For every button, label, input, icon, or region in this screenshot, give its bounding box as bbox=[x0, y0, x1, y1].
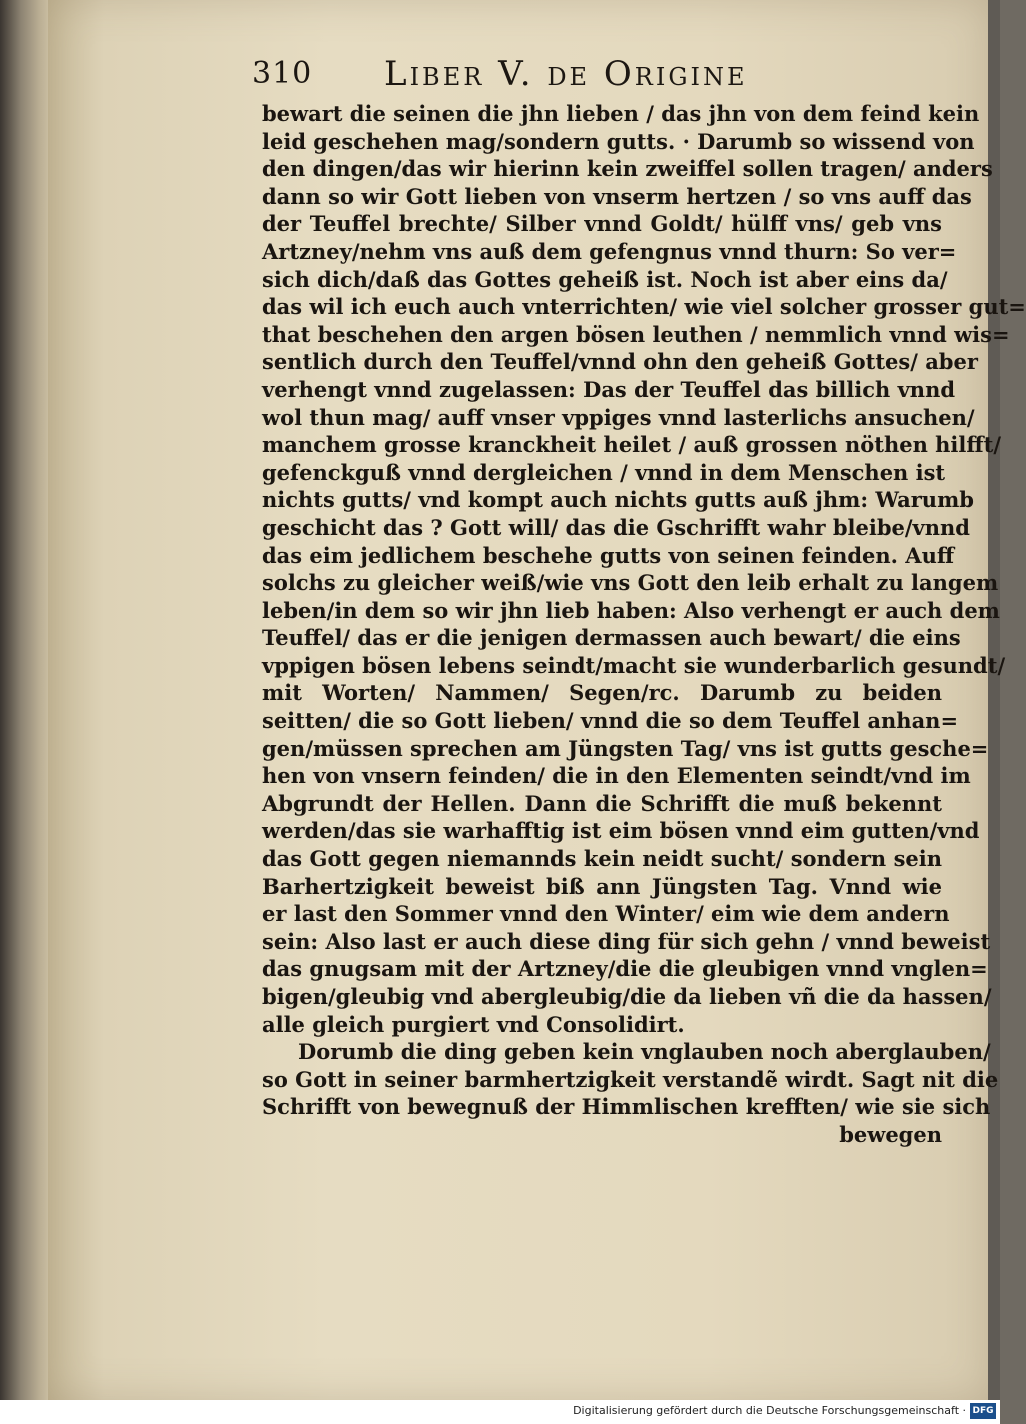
text-line: leid geschehen mag/sondern gutts. · Darumb so wissend von bbox=[262, 128, 975, 154]
text-line: Artzney/nehm vns auß dem gefengnus vnnd thurn: So ver= bbox=[262, 238, 957, 264]
text-line: dann so wir Gott lieben von vnserm hertzen / so vns auff das bbox=[262, 183, 972, 209]
text-line: alle gleich purgiert vnd Consolidirt. bbox=[262, 1011, 685, 1037]
running-head-title: Liber V. de Origine bbox=[384, 54, 748, 94]
body-text bbox=[262, 100, 1026, 1149]
text-line: das gnugsam mit der Artzney/die die gleubigen vnnd vnglen= bbox=[262, 956, 988, 982]
text-line: bigen/gleubig vnd abergleubig/die da lieben vñ die da hassen/ bbox=[262, 984, 992, 1009]
text-line: Dorumb die ding geben kein vnglauben noch aberglauben/ bbox=[298, 1039, 991, 1065]
text-line: sich dich/daß das Gottes geheiß ist. Noch ist aber eins da/ bbox=[262, 266, 948, 292]
paragraph-1 bbox=[262, 100, 1026, 1038]
text-line: bewart die seinen die jhn lieben / das jhn von dem feind kein bbox=[262, 101, 980, 126]
running-head bbox=[252, 50, 872, 94]
footer-bar bbox=[0, 1400, 1000, 1424]
text-line: hen von vnsern feinden/ die in den Elementen seindt/vnd im bbox=[262, 763, 971, 789]
text-line: that beschehen den argen bösen leuthen / nemmlich vnnd wis= bbox=[262, 321, 1010, 347]
funding-credit: Digitalisierung gefördert durch die Deutsche Forschungsgemeinschaft · bbox=[573, 1404, 966, 1417]
book-gutter bbox=[0, 0, 52, 1400]
text-line: sentlich durch den Teuffel/vnnd ohn den geheiß Gottes/ aber bbox=[262, 349, 978, 375]
dfg-logo-icon: DFG bbox=[970, 1403, 996, 1419]
catchword: bewegen bbox=[839, 1121, 942, 1147]
text-line: er last den Sommer vnnd den Winter/ eim wie dem andern bbox=[262, 901, 950, 927]
text-line: manchem grosse kranckheit heilet / auß grossen nöthen hilfft/ bbox=[262, 432, 1001, 458]
text-line: den dingen/das wir hierinn kein zweiffel sollen tragen/ anders bbox=[262, 156, 993, 182]
text-line: Abgrundt der Hellen. Dann die Schrifft die muß bekennt bbox=[262, 790, 942, 816]
text-line: geschicht das ? Gott will/ das die Gschrifft wahr bleibe/vnnd bbox=[262, 514, 970, 540]
paragraph-2 bbox=[262, 1038, 999, 1121]
text-line: vppigen bösen lebens seindt/macht sie wunderbarlich gesundt/ bbox=[262, 652, 1006, 678]
text-line: so Gott in seiner barmhertzigkeit verstandẽ wirdt. Sagt nit die bbox=[262, 1066, 999, 1092]
text-line: das Gott gegen niemannds kein neidt sucht/ sondern sein bbox=[262, 846, 942, 872]
text-line: Teuffel/ das er die jenigen dermassen auch bewart/ die eins bbox=[262, 625, 961, 651]
text-line: sein: Also last er auch diese ding für sich gehn / vnnd beweist bbox=[262, 928, 991, 954]
text-line: gefenckguß vnnd dergleichen / vnnd in dem Menschen ist bbox=[262, 459, 946, 485]
text-line: das eim jedlichem beschehe gutts von seinen feinden. Auff bbox=[262, 542, 955, 568]
text-line: nichts gutts/ vnd kompt auch nichts gutts auß jhm: Warumb bbox=[262, 487, 974, 513]
text-line: das wil ich euch auch vnterrichten/ wie viel solcher grosser gut= bbox=[262, 294, 1026, 320]
text-line: Schrifft von bewegnuß der Himmlischen krefften/ wie sie sich bbox=[262, 1094, 991, 1120]
text-line: seitten/ die so Gott lieben/ vnnd die so dem Teuffel anhan= bbox=[262, 708, 959, 734]
text-line: wol thun mag/ auff vnser vppiges vnnd lasterlichs ansuchen/ bbox=[262, 404, 975, 430]
text-line: werden/das sie warhafftig ist eim bösen vnnd eim gutten/vnd bbox=[262, 818, 980, 844]
text-line: leben/in dem so wir jhn lieb haben: Also verhengt er auch dem bbox=[262, 597, 1000, 623]
text-line: gen/müssen sprechen am Jüngsten Tag/ vns ist gutts gesche= bbox=[262, 735, 989, 761]
text-line: solchs zu gleicher weiß/wie vns Gott den leib erhalt zu langem bbox=[262, 570, 999, 596]
text-line: mit Worten/ Nammen/ Segen/rc. Darumb zu beiden bbox=[262, 680, 942, 706]
text-line: der Teuffel brechte/ Silber vnnd Goldt/ hülff vns/ geb vns bbox=[262, 211, 942, 237]
text-line: Barhertzigkeit beweist biß ann Jüngsten Tag. Vnnd wie bbox=[262, 873, 942, 899]
page-number: 310 bbox=[252, 56, 313, 91]
text-line: verhengt vnnd zugelassen: Das der Teuffel das billich vnnd bbox=[262, 376, 956, 402]
